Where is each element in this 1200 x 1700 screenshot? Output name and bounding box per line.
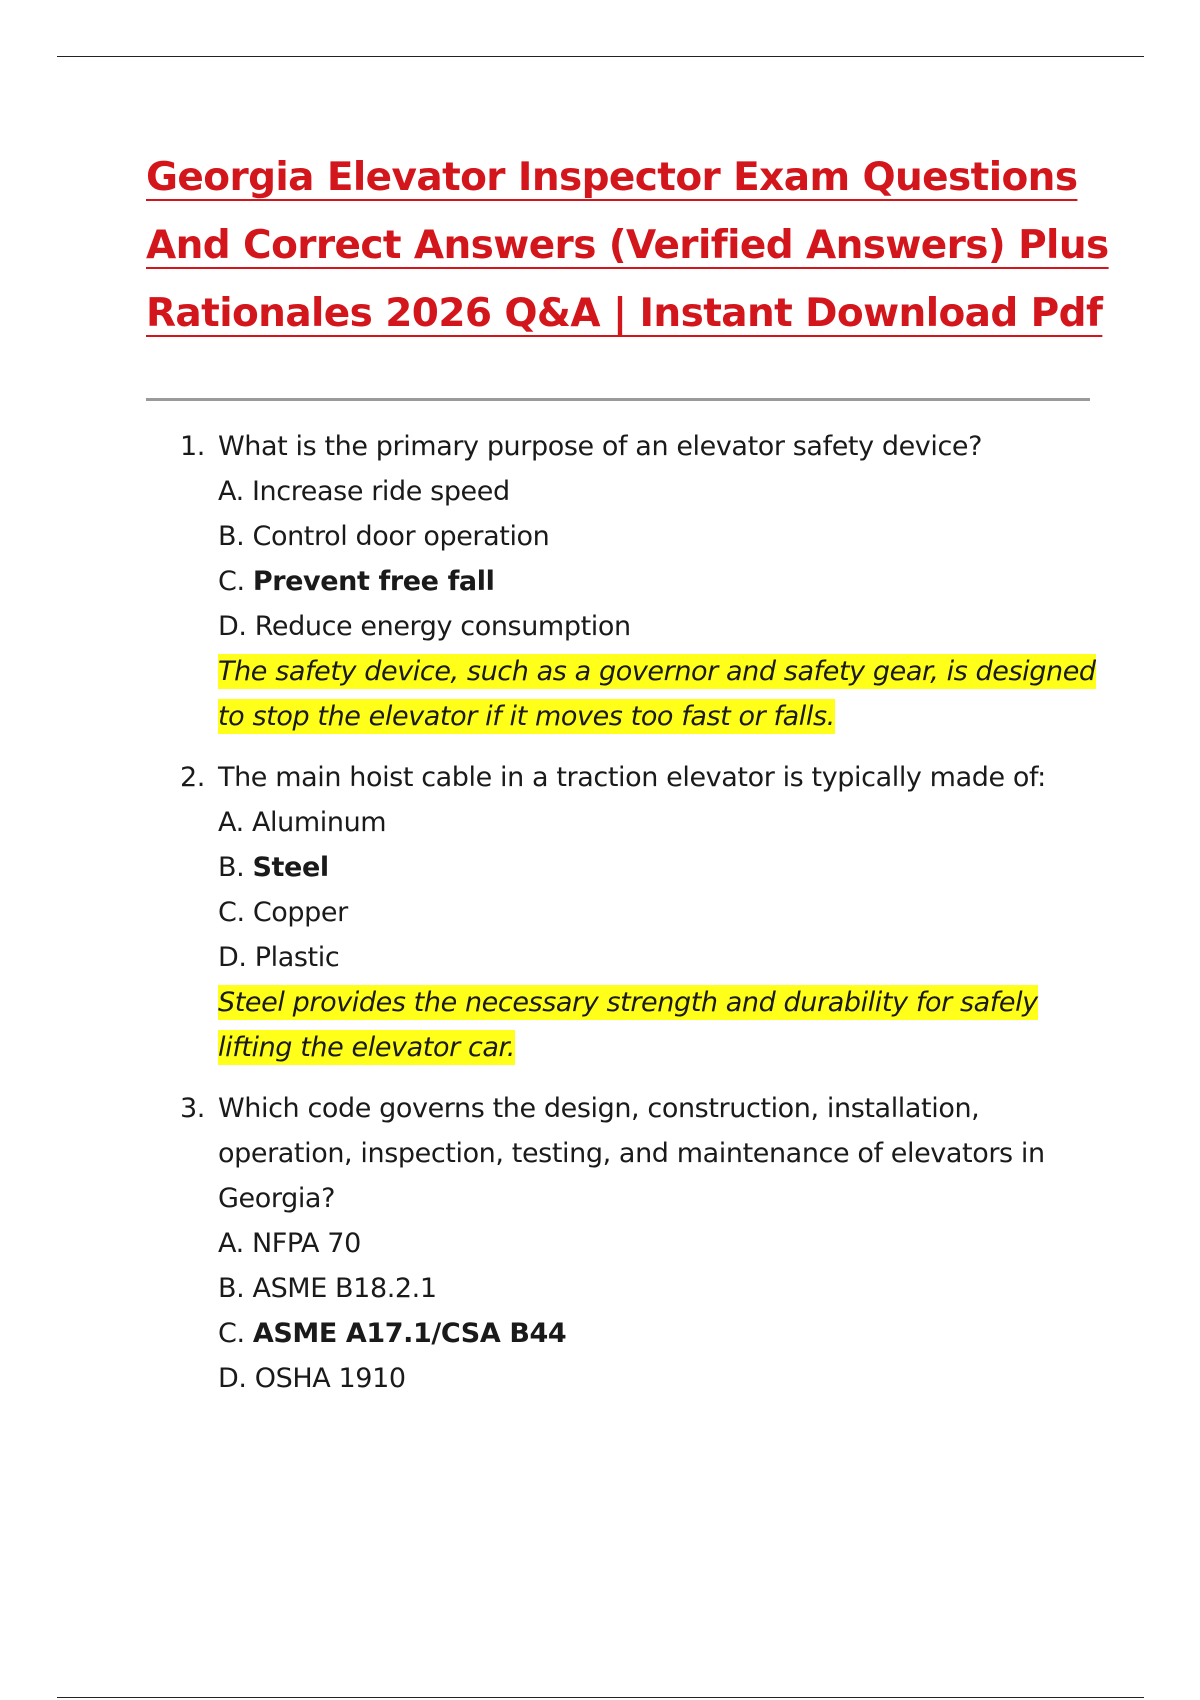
question-text: What is the primary purpose of an elevator safety device?: [218, 431, 983, 462]
option-b: B. ASME B18.2.1: [218, 1273, 437, 1304]
option-c: C. Copper: [218, 897, 348, 928]
page-top-rule: [57, 56, 1144, 57]
question-3: [180, 1086, 1100, 1401]
title-separator: [146, 398, 1090, 401]
question-text: The main hoist cable in a traction elevator is typically made of:: [218, 762, 1046, 793]
document-title: [146, 144, 1126, 348]
question-number: 1.: [180, 431, 205, 462]
option-d: D. Plastic: [218, 942, 340, 973]
question-number: 3.: [180, 1093, 205, 1124]
option-c-correct: C. ASME A17.1/CSA B44: [218, 1318, 567, 1349]
option-a: A. Aluminum: [218, 807, 387, 838]
option-b: B. Control door operation: [218, 521, 550, 552]
option-b-correct: B. Steel: [218, 852, 329, 883]
page-bottom-rule: [57, 1697, 1144, 1698]
rationale: The safety device, such as a governor and safety gear, is designed to stop the elevator if it moves too fast or falls.: [218, 656, 1096, 732]
question-1: [180, 424, 1100, 739]
title-line: Georgia Elevator Inspector Exam Questions: [146, 155, 1078, 200]
option-a: A. NFPA 70: [218, 1228, 361, 1259]
option-d: D. Reduce energy consumption: [218, 611, 631, 642]
question-2: [180, 755, 1100, 1070]
question-number: 2.: [180, 762, 205, 793]
title-line: And Correct Answers (Verified Answers) Plus: [146, 223, 1109, 268]
option-a: A. Increase ride speed: [218, 476, 510, 507]
question-text: Which code governs the design, construction, installation, operation, inspection, testing, and maintenance of elevators in Georgia?: [218, 1093, 1045, 1214]
rationale: Steel provides the necessary strength and durability for safely lifting the elevator car.: [218, 987, 1038, 1063]
option-d: D. OSHA 1910: [218, 1363, 406, 1394]
option-c-correct: C. Prevent free fall: [218, 566, 495, 597]
title-line: Rationales 2026 Q&A | Instant Download Pdf: [146, 291, 1103, 336]
question-list: [180, 424, 1100, 1417]
